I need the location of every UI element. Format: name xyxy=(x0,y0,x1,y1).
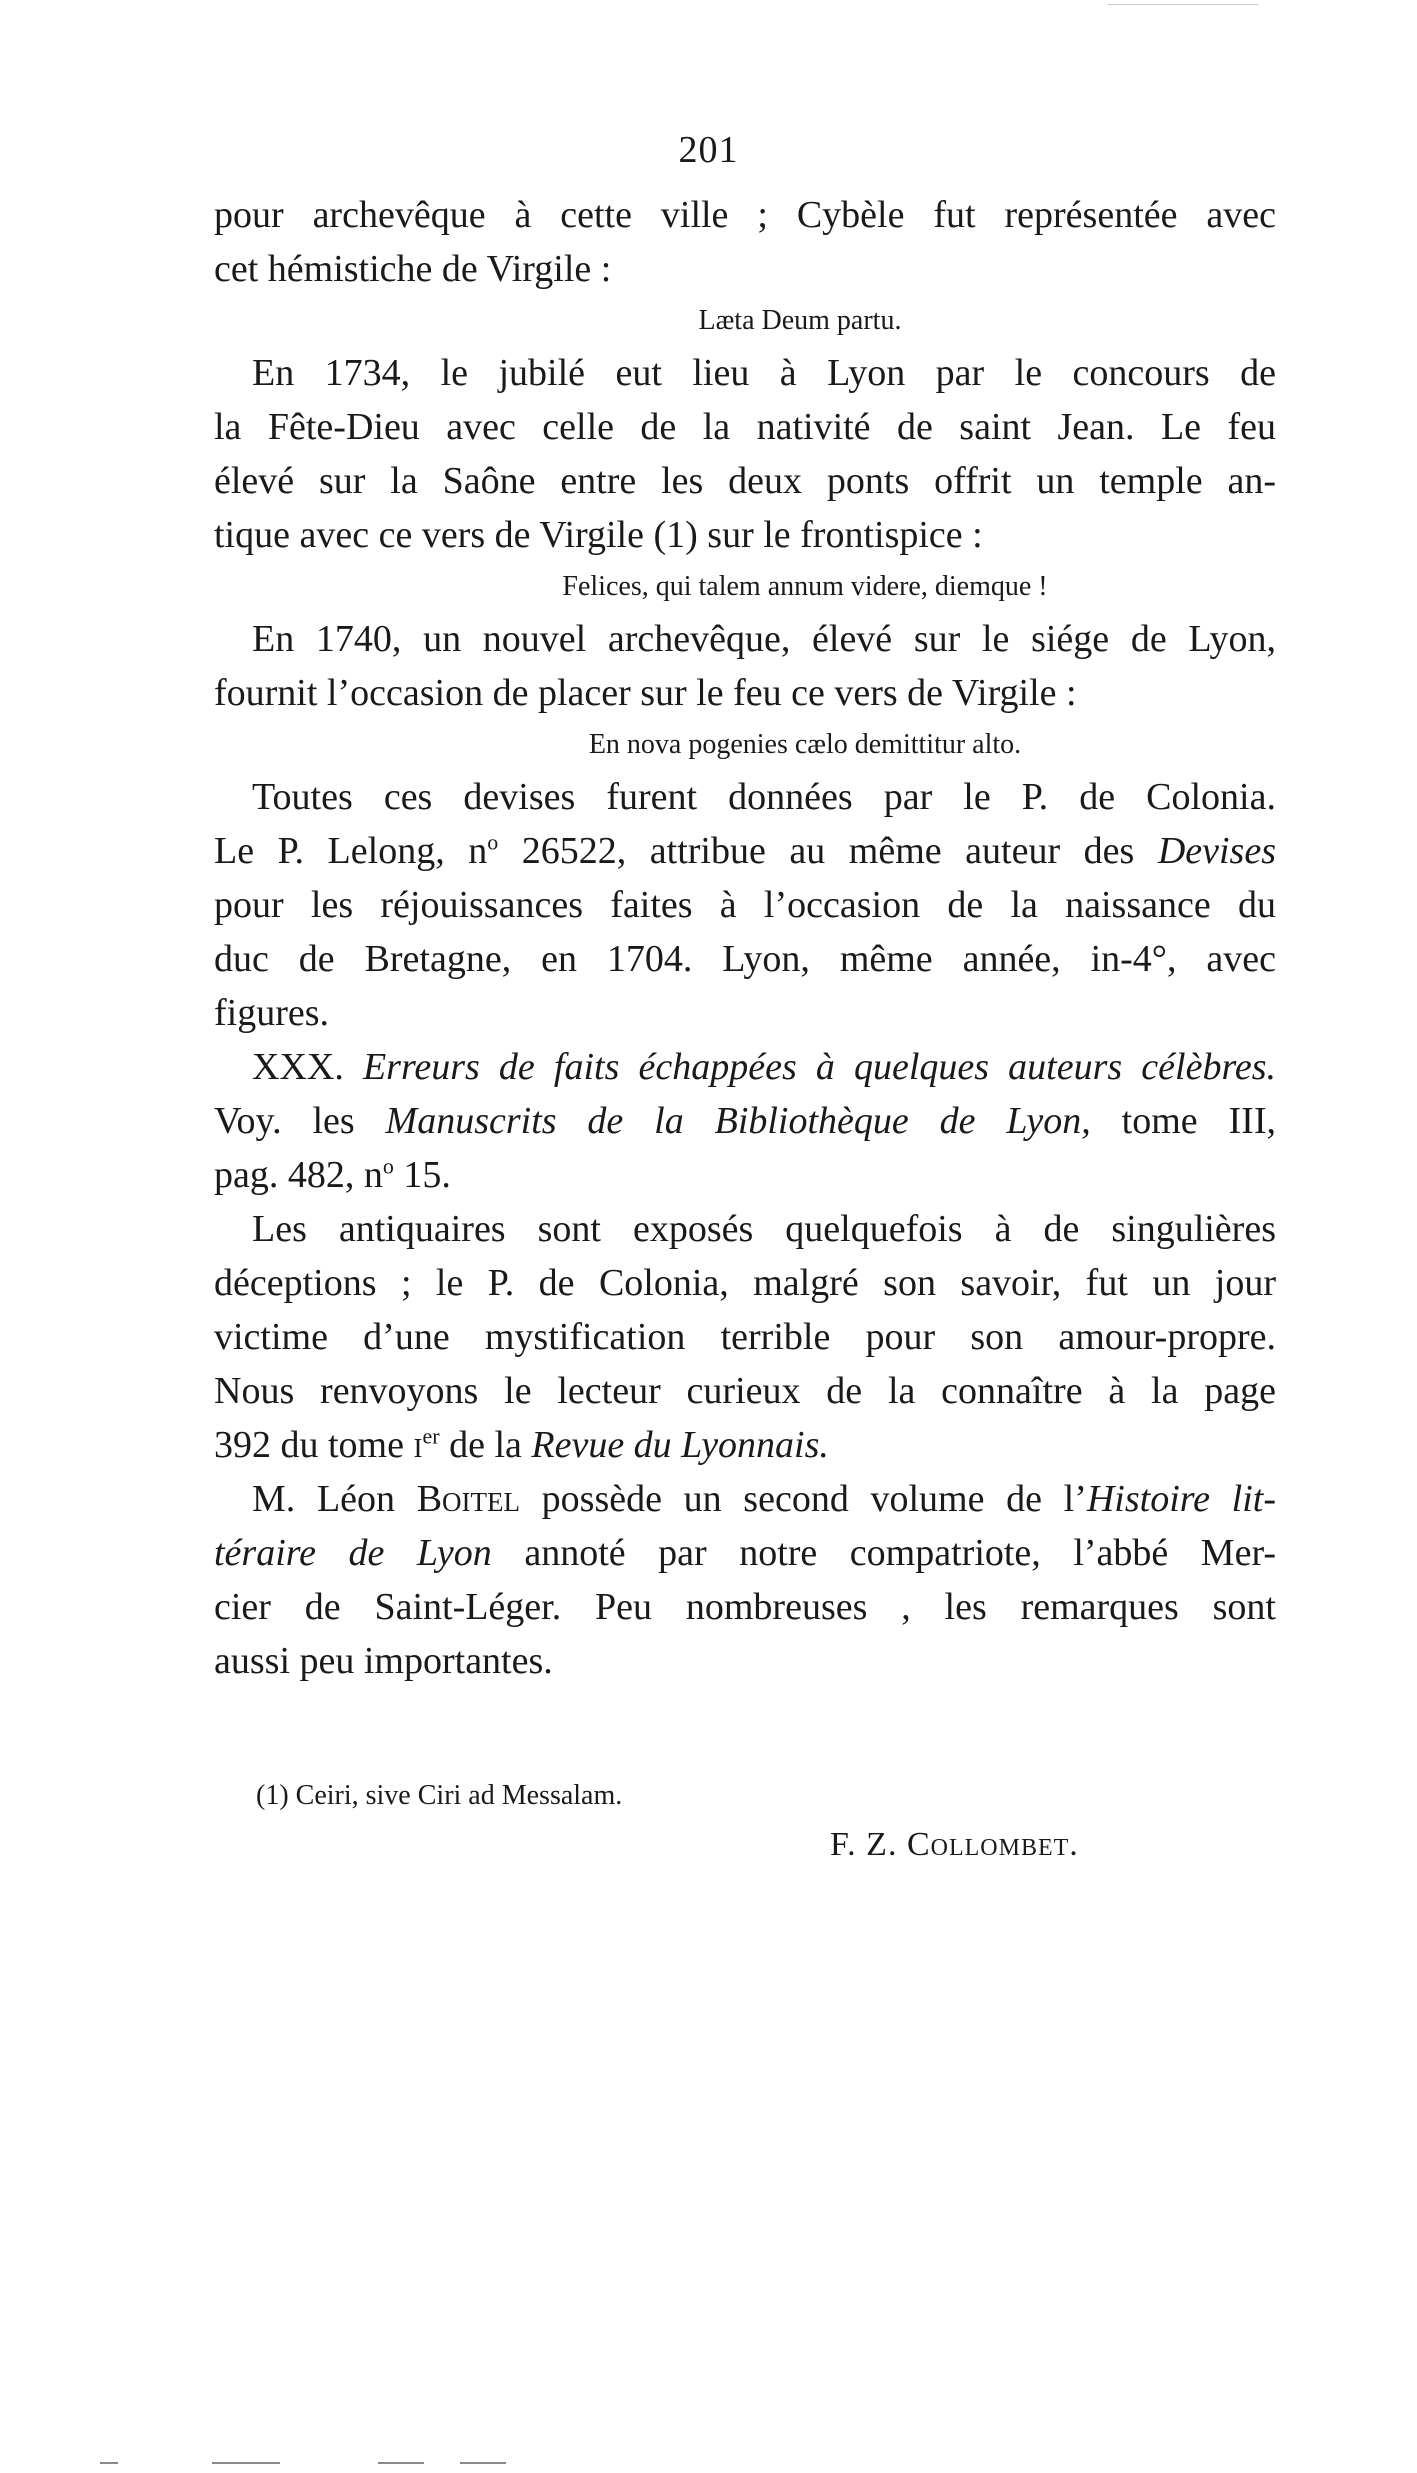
scan-rule xyxy=(212,2462,280,2464)
text-line: duc de Bretagne, en 1704. Lyon, même année, in-4°, avec xyxy=(214,938,1276,980)
text-line: Les antiquaires sont exposés quelquefois à de singulières xyxy=(252,1208,1276,1250)
text-run: Voy. les xyxy=(214,1100,386,1142)
scan-rule xyxy=(378,2462,424,2464)
text-line: déceptions ; le P. de Colonia, malgré son savoir, fut un jour xyxy=(214,1262,1276,1304)
text-line xyxy=(214,824,1276,878)
footnote: (1) Ceiri, sive Ciri ad Messalam. xyxy=(256,1780,623,1811)
italic-text: Histoire lit- xyxy=(1086,1478,1276,1520)
scan-rule xyxy=(100,2462,118,2464)
italic-text: Manuscrits de la Bibliothèque de Lyon, xyxy=(385,1100,1091,1142)
latin-quote: Felices, qui talem annum videre, diemque ! xyxy=(562,571,1048,602)
small-caps-text: Boitel xyxy=(416,1478,521,1520)
text-line: pour archevêque à cette ville ; Cybèle fut représentée avec xyxy=(214,194,1276,236)
text-run: 26522, attribue au même auteur des xyxy=(498,830,1158,872)
text-run: 392 du tome xyxy=(214,1424,414,1466)
body-text xyxy=(214,188,1276,1688)
text-line: En 1740, un nouvel archevêque, élevé sur le siége de Lyon, xyxy=(252,618,1276,660)
text-run: annoté par notre compatriote, l’abbé Mer- xyxy=(491,1532,1276,1574)
text-run: 15. xyxy=(393,1154,451,1196)
italic-text: téraire de Lyon xyxy=(214,1532,492,1574)
text-line: En 1734, le jubilé eut lieu à Lyon par le concours de xyxy=(252,352,1276,394)
text-run: XXX. xyxy=(252,1046,363,1088)
text-line xyxy=(214,1526,1276,1580)
text-run: de la xyxy=(439,1424,532,1466)
text-line: cier de Saint-Léger. Peu nombreuses , les remarques sont xyxy=(214,1586,1276,1628)
text-line: victime d’une mystification terrible pour son amour-propre. xyxy=(214,1316,1276,1358)
latin-quote: Læta Deum partu. xyxy=(698,305,902,336)
text-run: possède un second volume de l’ xyxy=(520,1478,1087,1520)
text-run: Le P. Lelong, n xyxy=(214,830,488,872)
latin-quote: En nova pogenies cælo demittitur alto. xyxy=(588,729,1022,760)
text-line xyxy=(214,1472,1276,1526)
italic-text: Devises xyxy=(1157,830,1277,872)
text-line: élevé sur la Saône entre les deux ponts offrit un temple an- xyxy=(214,460,1276,502)
text-line: fournit l’occasion de placer sur le feu ce vers de Virgile : xyxy=(214,672,1077,714)
signature-name: Collombet. xyxy=(906,1826,1079,1863)
scan-rule xyxy=(460,2462,506,2464)
text-run: tome III, xyxy=(1090,1100,1276,1142)
text-line xyxy=(214,1040,1276,1094)
scan-rule xyxy=(1108,4,1258,5)
text-line: pour les réjouissances faites à l’occasion de la naissance du xyxy=(214,884,1276,926)
text-run: M. Léon xyxy=(252,1478,417,1520)
author-signature xyxy=(830,1820,1079,1870)
text-run: pag. 482, n xyxy=(214,1154,383,1196)
text-line: tique avec ce vers de Virgile (1) sur le frontispice : xyxy=(214,514,983,556)
text-line xyxy=(214,1418,1276,1472)
superscript: o xyxy=(382,1153,394,1179)
italic-text: Revue du Lyonnais. xyxy=(531,1424,829,1466)
text-line xyxy=(214,1148,1276,1202)
superscript: er xyxy=(422,1423,440,1449)
text-line: Toutes ces devises furent données par le P. de Colonia. xyxy=(252,776,1276,818)
superscript: o xyxy=(487,829,499,855)
page-number: 201 xyxy=(678,129,739,171)
signature-initials: F. Z. xyxy=(830,1826,907,1863)
text-line: la Fête-Dieu avec celle de la nativité de saint Jean. Le feu xyxy=(214,406,1276,448)
text-line: Nous renvoyons le lecteur curieux de la connaître à la page xyxy=(214,1370,1276,1412)
text-line: cet hémistiche de Virgile : xyxy=(214,248,612,290)
text-line: figures. xyxy=(214,992,330,1034)
italic-text: Erreurs de faits échappées à quelques auteurs célèbres. xyxy=(362,1046,1276,1088)
text-line: aussi peu importantes. xyxy=(214,1640,553,1682)
text-line xyxy=(214,1094,1276,1148)
small-caps-text: i xyxy=(413,1424,423,1466)
